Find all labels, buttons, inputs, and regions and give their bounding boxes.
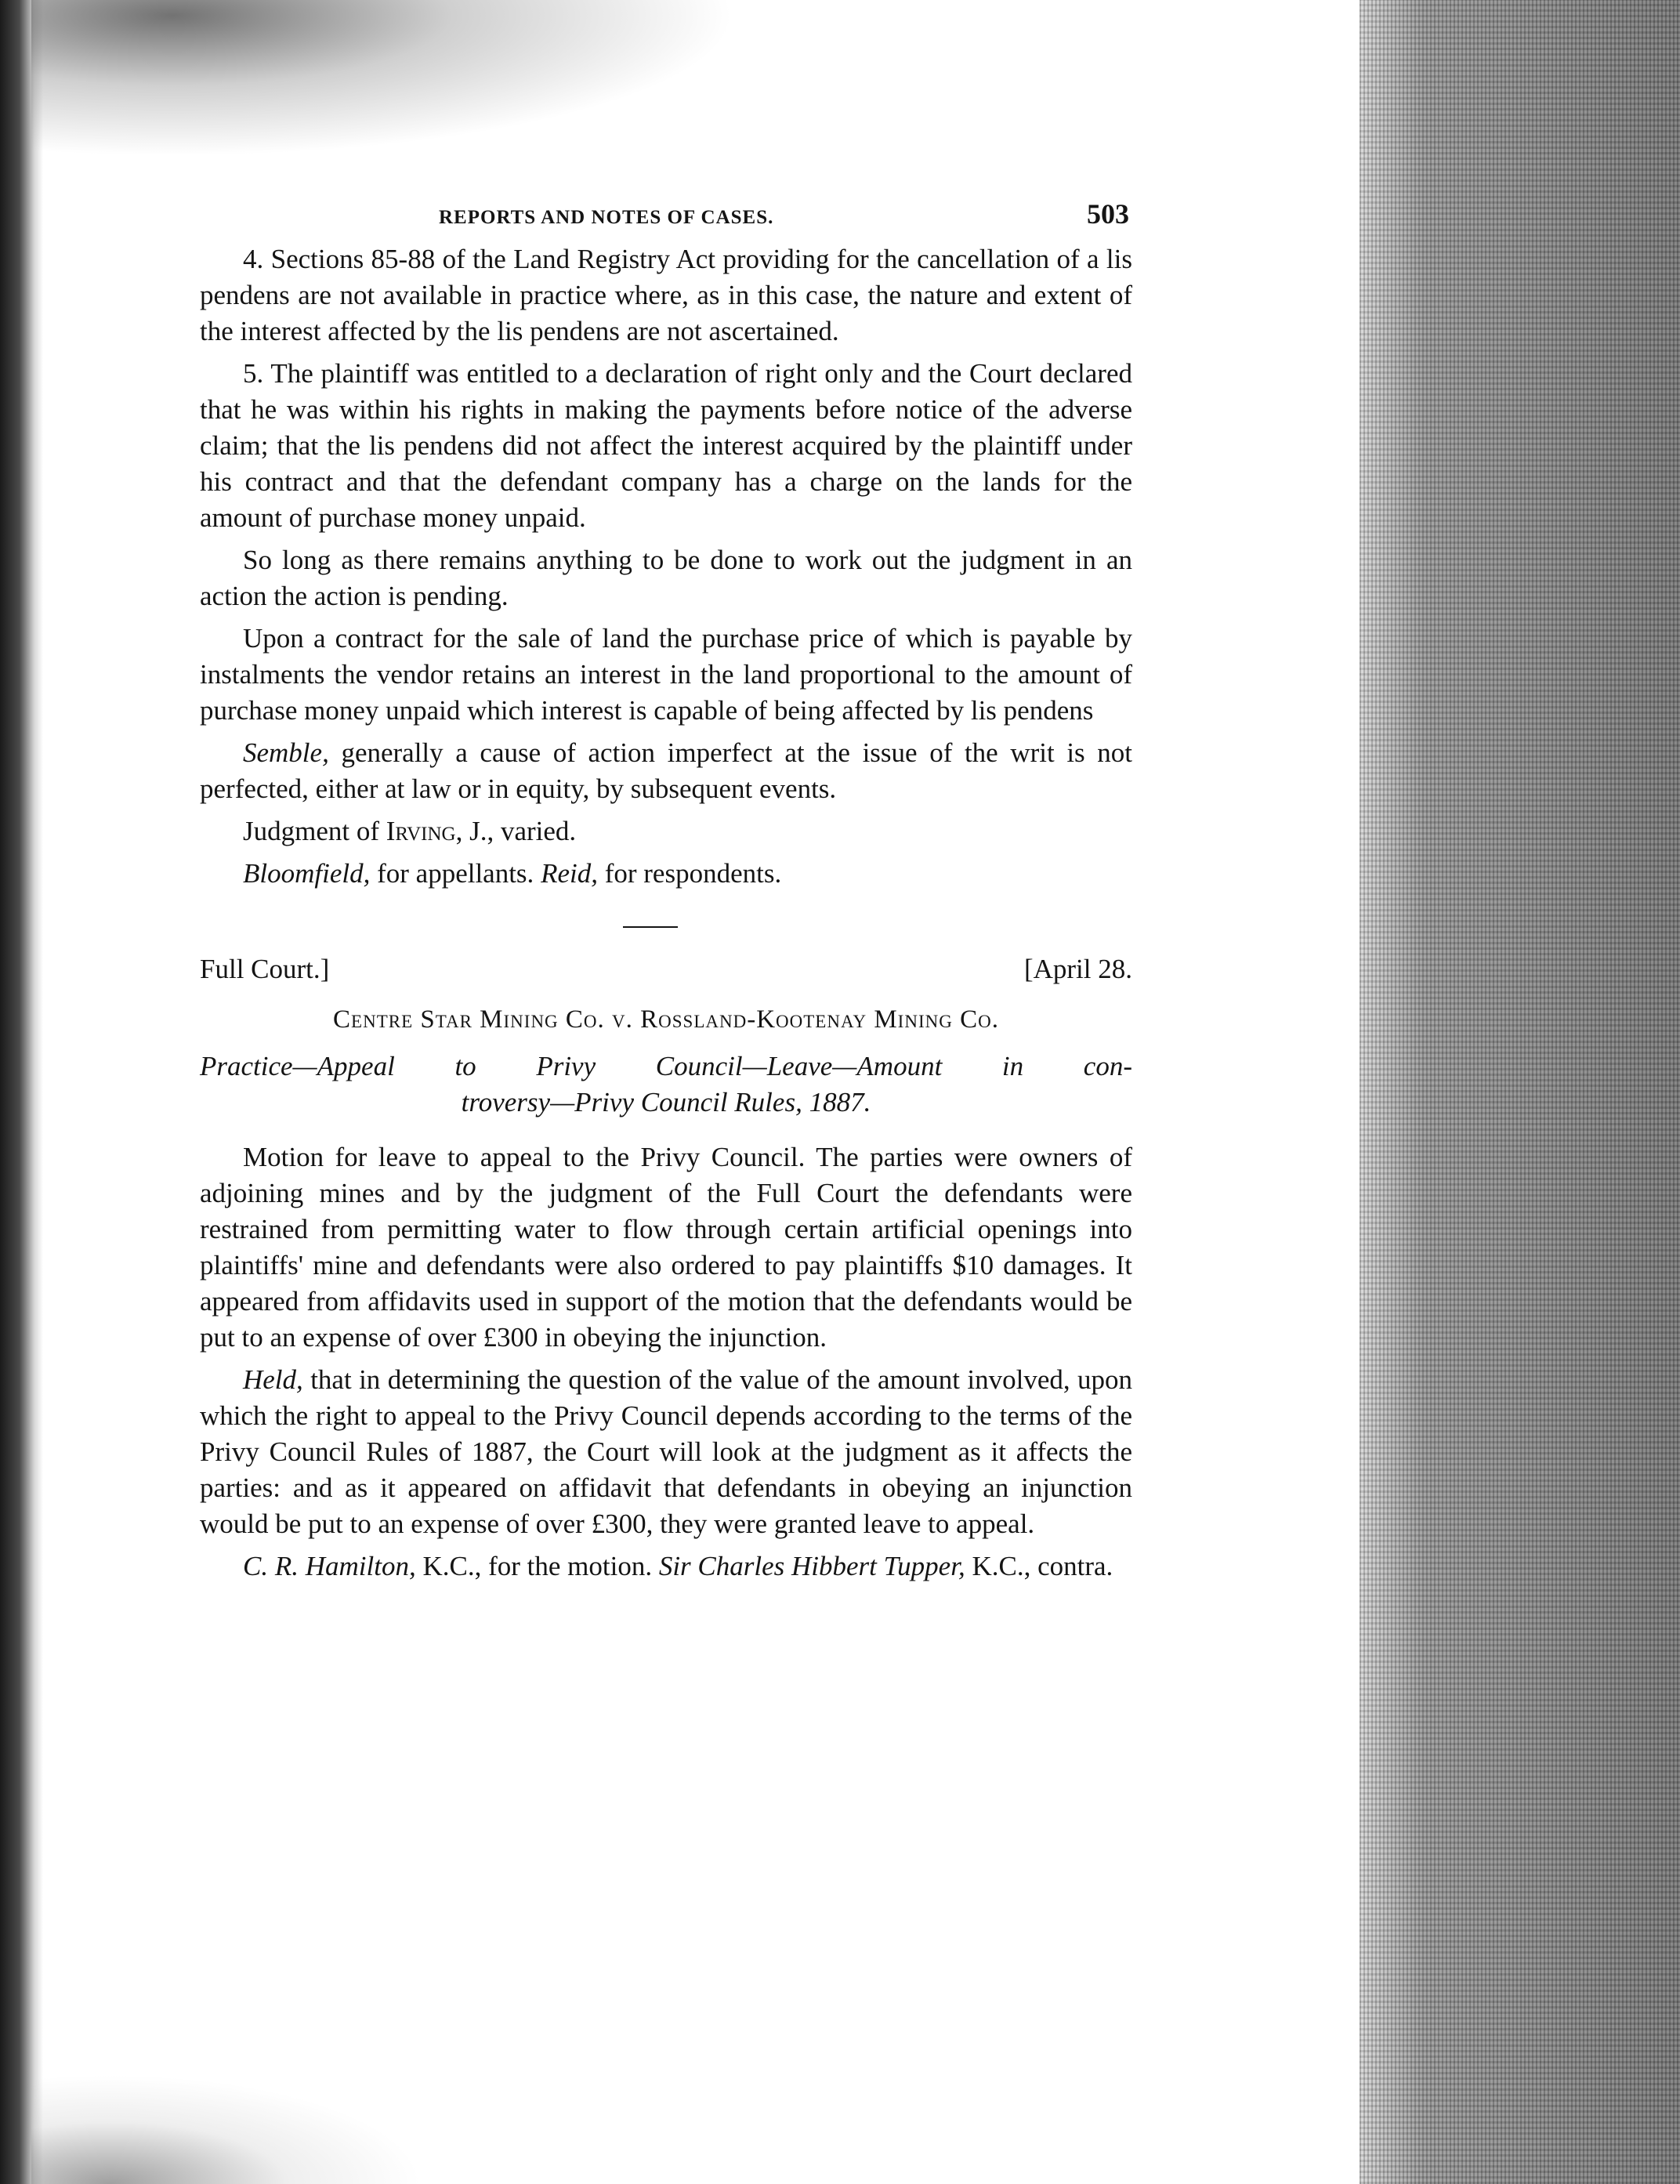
separator-rule <box>623 926 678 928</box>
headnote-line: troversy—Privy Council Rules, 1887. <box>461 1087 871 1117</box>
case-separator <box>200 892 1132 947</box>
counsel-name: Bloomfield, <box>243 858 371 889</box>
court-date-line <box>200 951 1132 987</box>
counsel-name: Reid, <box>541 858 598 889</box>
counsel-name: Sir Charles Hibbert Tupper, <box>658 1551 965 1581</box>
judgment-prefix: Judgment of <box>243 816 386 846</box>
motion-paragraph: Motion for leave to appeal to the Privy Council. The parties were owners of adjoining mines and by the judgment of the Full Court the defendants were restrained from permitting water to flow through certain artificial openings into plaintiffs' mine and defendants were also ordered to pay plaintiffs $10 damages. It appeared from affidavits used in support of the motion that the defendants would be put to an expense of over £300 in obeying the injunction. <box>200 1142 1132 1353</box>
counsel-role: K.C., contra. <box>965 1551 1113 1581</box>
headnote <box>200 1049 1132 1121</box>
judgment-line <box>200 813 1132 849</box>
judgment-suffix: , varied. <box>487 816 577 846</box>
semble-word: Semble, <box>243 737 329 768</box>
counsel-role: for appellants. <box>370 858 541 889</box>
case-title: Centre Star Mining Co. v. Rossland-Kootenay Mining Co. <box>333 1005 999 1034</box>
counsel-name: C. R. Hamilton, <box>243 1551 416 1581</box>
judge-name: Irving, J. <box>386 816 487 846</box>
decision-date: [April 28. <box>1023 954 1132 984</box>
counsel-line <box>200 1548 1132 1585</box>
document-page <box>200 196 1132 1585</box>
scan-shadow-left <box>0 0 43 2184</box>
holding-paragraph: 4. Sections 85-88 of the Land Registry Act providing for the cancellation of a lis pendens are not available in practice where, as in this case, the nature and extent of the interest affected by the lis pendens are not ascertained. <box>200 244 1132 346</box>
scan-smudge-bottom <box>31 2074 423 2184</box>
page-header <box>200 196 1132 241</box>
scan-smudge-top <box>31 0 737 157</box>
semble-text: generally a cause of action imperfect at the issue of the writ is not perfected, either at law or in equity, by subsequent events. <box>200 737 1132 804</box>
semble-paragraph <box>200 735 1132 807</box>
counsel-role: K.C., for the motion. <box>415 1551 659 1581</box>
scan-noise-right <box>1360 0 1680 2184</box>
court-name: Full Court.] <box>200 954 330 984</box>
counsel-role: for respondents. <box>597 858 782 889</box>
holding-paragraph: So long as there remains anything to be done to work out the judgment in an action the action is pending. <box>200 545 1132 611</box>
running-head: REPORTS AND NOTES OF CASES. <box>439 207 774 228</box>
headnote-line: Practice—Appeal to Privy Council—Leave—Amount in con- <box>200 1051 1132 1081</box>
page-number: 503 <box>1087 198 1129 230</box>
case-body <box>200 1139 1132 1585</box>
holding-paragraph: 5. The plaintiff was entitled to a declaration of right only and the Court declared that he was within his rights in making the payments before notice of the adverse claim; that the lis pendens did not affect the interest acquired by the plaintiff under his contract and that the defendant company has a charge on the lands for the amount of purchase money unpaid. <box>200 358 1132 533</box>
held-paragraph <box>200 1362 1132 1542</box>
held-text: that in determining the question of the value of the amount involved, upon which the right to appeal to the Privy Council depends according to the terms of the Privy Council Rules of 1887, the Court will look at the judgment as it affects the parties: and as it appeared on affidavit that defendants in obeying an injunction would be put to an expense of over £300, they were granted leave to appeal. <box>200 1364 1132 1539</box>
counsel-line <box>200 856 1132 892</box>
held-word: Held, <box>243 1364 303 1395</box>
holding-paragraph: Upon a contract for the sale of land the purchase price of which is payable by instalments the vendor retains an interest in the land proportional to the amount of purchase money unpaid which interest is capable of being affected by lis pendens <box>200 623 1132 726</box>
